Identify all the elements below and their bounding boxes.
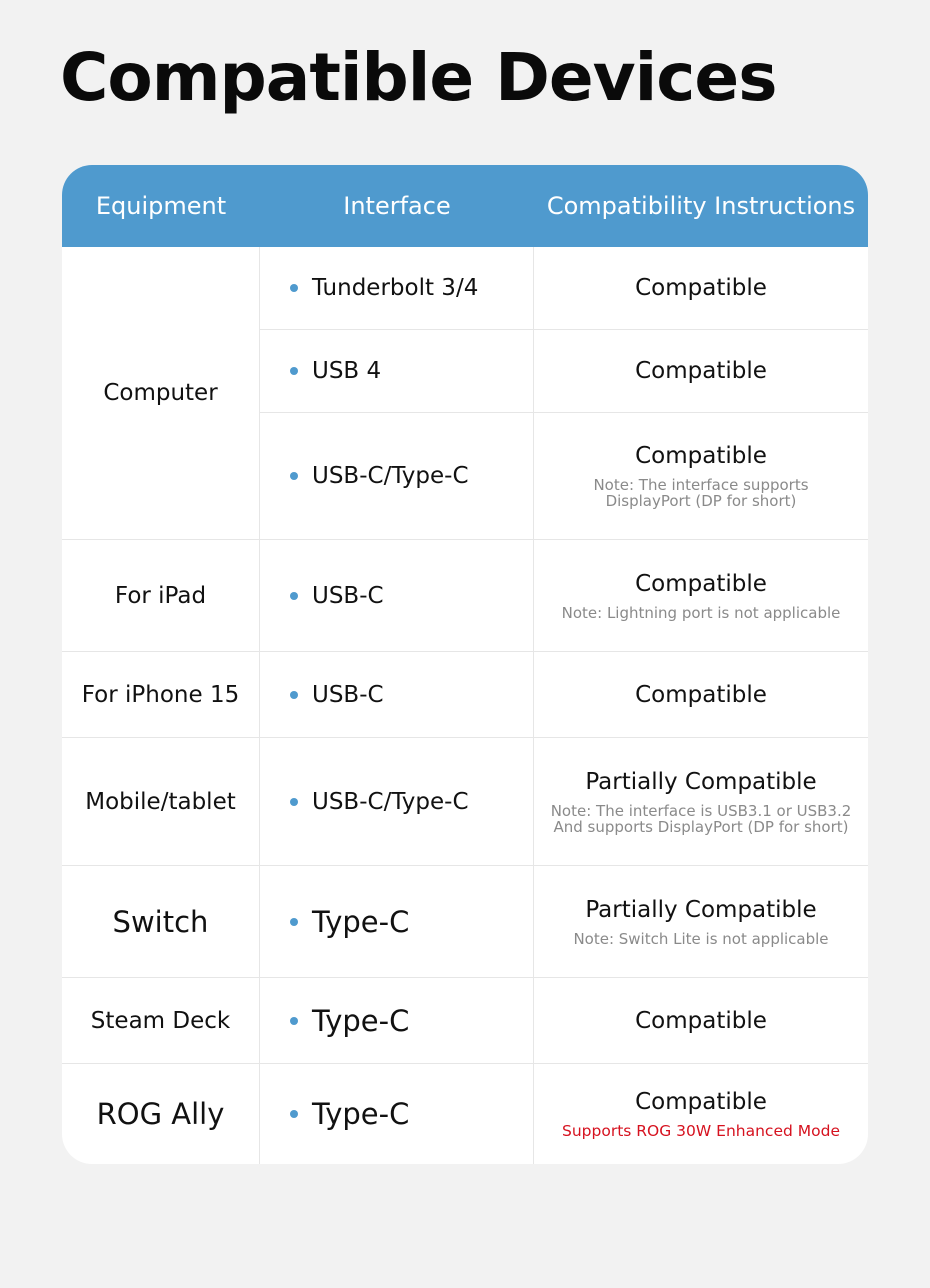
compatibility-note	[593, 477, 808, 509]
column-header-interface: Interface	[343, 192, 451, 220]
equipment-cell-steam-deck: Steam Deck	[62, 978, 260, 1064]
compatibility-cell	[534, 1064, 868, 1164]
bullet-icon	[290, 691, 298, 699]
bullet-icon	[290, 284, 298, 292]
compatibility-status: Partially Compatible	[585, 768, 817, 795]
equipment-cell-iphone15: For iPhone 15	[62, 652, 260, 738]
interface-cell	[260, 413, 534, 540]
column-header-equipment: Equipment	[95, 192, 227, 220]
interface-cell	[260, 540, 534, 652]
note-line: And supports DisplayPort (DP for short)	[553, 817, 849, 836]
compatibility-note: Note: Lightning port is not applicable	[561, 603, 841, 622]
compatibility-status: Compatible	[635, 275, 767, 301]
compatibility-status: Compatible	[635, 443, 767, 469]
compatibility-note: Note: Switch Lite is not applicable	[573, 929, 829, 948]
interface-cell	[260, 738, 534, 866]
interface-cell	[260, 652, 534, 738]
compatibility-cell	[534, 413, 868, 540]
compatibility-status: Compatible	[635, 358, 767, 384]
bullet-icon	[290, 472, 298, 480]
equipment-cell-ipad: For iPad	[62, 540, 260, 652]
interface-label: Tunderbolt 3/4	[312, 275, 479, 301]
compatibility-cell	[534, 866, 868, 978]
bullet-icon	[290, 367, 298, 375]
interface-cell	[260, 247, 534, 330]
interface-label: USB-C	[312, 681, 384, 708]
compatibility-status: Compatible	[635, 570, 767, 597]
compatibility-cell	[534, 652, 868, 738]
compatibility-cell	[534, 330, 868, 413]
note-line: Note: The interface supports	[593, 476, 809, 494]
compatibility-cell	[534, 978, 868, 1064]
interface-cell	[260, 1064, 534, 1164]
equipment-cell-rog-ally: ROG Ally	[62, 1064, 260, 1164]
interface-cell	[260, 866, 534, 978]
interface-cell	[260, 330, 534, 413]
bullet-icon	[290, 1017, 298, 1025]
bullet-icon	[290, 592, 298, 600]
bullet-icon	[290, 918, 298, 926]
interface-cell	[260, 978, 534, 1064]
compatibility-cell	[534, 540, 868, 652]
compatibility-cell	[534, 738, 868, 866]
note-line: Note: The interface is USB3.1 or USB3.2	[550, 801, 852, 820]
interface-label: USB-C	[312, 582, 384, 609]
compatibility-note: Supports ROG 30W Enhanced Mode	[562, 1122, 840, 1140]
compatibility-cell	[534, 247, 868, 330]
page-title: Compatible Devices	[60, 39, 777, 116]
interface-label: USB-C/Type-C	[312, 463, 469, 489]
equipment-cell-computer: Computer	[62, 247, 260, 540]
interface-label: Type-C	[312, 1003, 410, 1038]
interface-label: Type-C	[312, 1097, 410, 1131]
note-line: DisplayPort (DP for short)	[605, 492, 797, 510]
equipment-cell-mobile-tablet: Mobile/tablet	[62, 738, 260, 866]
compatibility-status: Compatible	[635, 1089, 767, 1115]
bullet-icon	[290, 1110, 298, 1118]
compatibility-status: Partially Compatible	[585, 896, 817, 923]
column-header-compatibility: Compatibility Instructions	[546, 192, 856, 220]
compatibility-note	[551, 803, 852, 835]
interface-label: USB 4	[312, 358, 382, 384]
compatibility-status: Compatible	[635, 681, 767, 708]
bullet-icon	[290, 798, 298, 806]
interface-label: Type-C	[312, 904, 410, 939]
equipment-cell-switch: Switch	[62, 866, 260, 978]
compatibility-status: Compatible	[635, 1007, 767, 1034]
interface-label: USB-C/Type-C	[312, 788, 469, 815]
compatibility-table	[62, 165, 868, 1164]
table-header	[62, 165, 868, 247]
